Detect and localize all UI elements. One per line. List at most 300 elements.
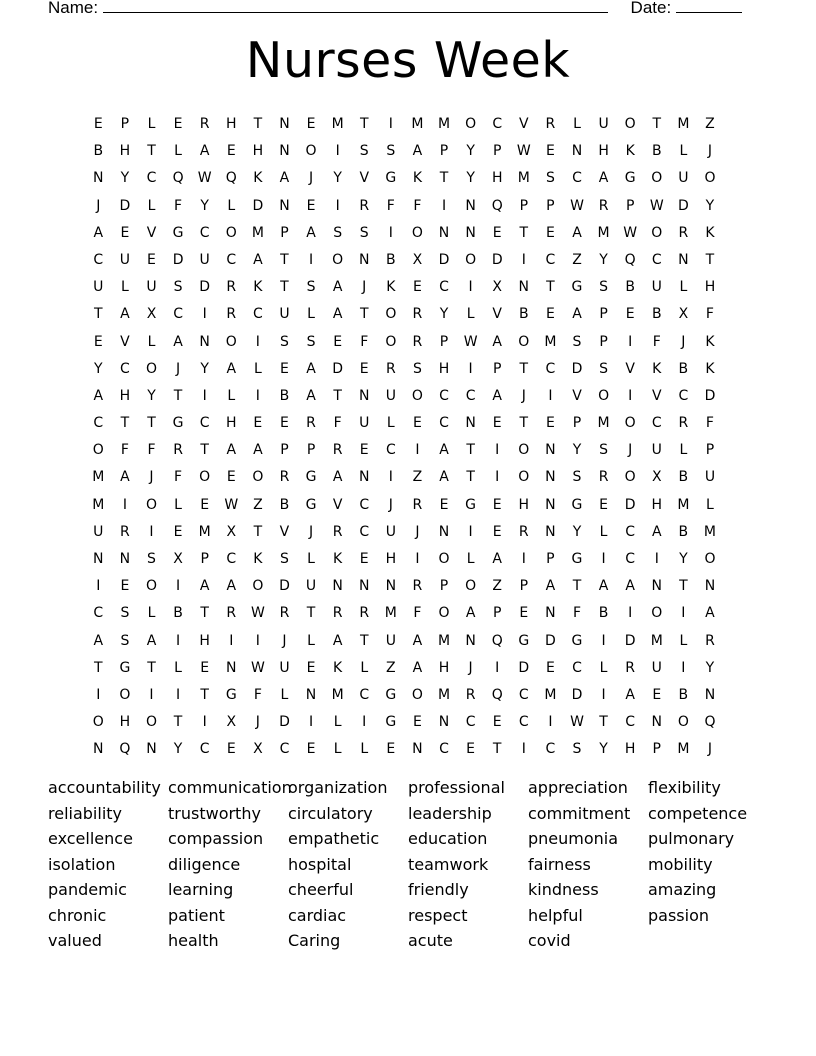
grid-letter: L [307, 551, 315, 567]
grid-letter: E [253, 415, 263, 432]
grid-letter: L [147, 116, 156, 132]
grid-letter: C [199, 415, 210, 432]
grid-letter: Q [225, 170, 237, 187]
grid-letter: A [93, 632, 104, 649]
grid-letter: A [625, 686, 635, 703]
grid-letter: S [147, 551, 156, 567]
grid-letter: K [705, 224, 715, 241]
grid-letter: G [305, 496, 317, 513]
grid-letter: L [360, 659, 369, 676]
grid-letter: I [388, 116, 393, 132]
grid-letter: G [571, 632, 583, 649]
grid-letter: R [678, 415, 689, 432]
grid-letter: A [492, 387, 502, 404]
grid-letter: H [252, 143, 264, 160]
grid-letter: T [120, 415, 130, 432]
grid-letter: X [173, 551, 183, 567]
grid-letter: R [306, 415, 316, 432]
word-list-item: health [168, 931, 219, 950]
grid-letter: P [599, 306, 608, 323]
grid-letter: E [333, 333, 343, 350]
grid-letter: D [624, 632, 636, 649]
grid-letter: O [598, 387, 610, 404]
grid-letter: A [306, 387, 316, 404]
grid-letter: M [544, 333, 557, 350]
grid-letter: S [306, 333, 316, 350]
grid-letter: E [120, 224, 130, 241]
grid-letter: B [93, 143, 104, 160]
grid-letter: C [226, 251, 237, 268]
word-list-item: cardiac [288, 905, 347, 925]
grid-letter: W [570, 714, 584, 731]
grid-letter: L [280, 686, 289, 703]
grid-letter: O [145, 360, 157, 377]
word-list-item: valued [48, 931, 102, 950]
grid-letter: V [146, 224, 157, 241]
grid-letter: I [176, 686, 181, 703]
grid-letter: F [705, 415, 714, 432]
grid-letter: C [199, 741, 210, 758]
grid-letter: E [359, 442, 369, 459]
grid-letter: N [146, 741, 157, 758]
grid-letter: O [411, 224, 423, 241]
grid-letter: A [279, 170, 290, 187]
grid-letter: A [146, 632, 157, 649]
grid-letter: C [93, 415, 104, 432]
grid-letter: F [652, 333, 661, 350]
grid-letter: J [628, 442, 633, 459]
grid-letter: T [147, 659, 156, 676]
grid-letter: G [305, 469, 317, 486]
grid-letter: K [705, 360, 715, 377]
grid-letter: R [412, 578, 423, 595]
grid-letter: A [572, 306, 582, 323]
grid-letter: O [145, 496, 157, 513]
grid-letter: L [386, 415, 395, 432]
grid-letter: O [624, 469, 636, 486]
grid-letter: T [94, 659, 103, 676]
grid-letter: E [200, 659, 210, 676]
grid-letter: N [358, 469, 370, 486]
grid-letter: K [386, 279, 396, 296]
grid-letter: P [546, 551, 555, 567]
word-list-item: pulmonary [648, 829, 735, 848]
grid-letter: S [386, 143, 396, 160]
grid-letter: G [571, 279, 583, 296]
grid-letter: L [227, 387, 236, 404]
word-list-item: cheerful [288, 880, 354, 899]
grid-letter: R [359, 197, 370, 214]
grid-letter: D [438, 251, 450, 268]
grid-letter: O [465, 578, 477, 595]
grid-letter: R [545, 116, 556, 132]
word-list-item: pandemic [48, 880, 127, 899]
grid-letter: O [518, 333, 530, 350]
grid-letter: G [571, 496, 583, 513]
grid-letter: U [279, 306, 290, 323]
grid-letter: P [306, 442, 316, 459]
word-list-item: isolation [48, 854, 116, 874]
grid-letter: S [572, 741, 582, 758]
grid-letter: Y [173, 741, 183, 758]
grid-letter: R [226, 279, 237, 296]
grid-letter: M [92, 469, 105, 486]
grid-letter: O [518, 442, 530, 459]
grid-letter: Y [439, 306, 449, 323]
grid-letter: P [492, 360, 502, 377]
grid-letter: Y [705, 197, 715, 214]
grid-letter: R [332, 523, 343, 540]
grid-letter: I [495, 442, 500, 459]
word-list-item: friendly [408, 880, 469, 899]
grid-letter: O [651, 170, 663, 187]
grid-letter: F [413, 605, 422, 622]
grid-letter: E [652, 686, 662, 703]
grid-letter: V [651, 387, 662, 404]
grid-letter: E [280, 415, 289, 432]
grid-letter: P [572, 415, 582, 432]
grid-letter: T [519, 360, 529, 377]
grid-letter: K [333, 659, 343, 676]
grid-letter: P [625, 197, 635, 214]
grid-letter: M [384, 605, 397, 622]
grid-letter: O [252, 469, 264, 486]
grid-letter: T [572, 578, 582, 595]
grid-letter: L [147, 197, 156, 214]
grid-letter: H [226, 415, 237, 432]
grid-letter: R [226, 306, 237, 323]
grid-letter: J [707, 143, 713, 160]
grid-letter: I [202, 306, 207, 323]
grid-letter: Z [492, 578, 502, 595]
grid-letter: X [146, 306, 157, 323]
grid-letter: I [628, 333, 633, 350]
grid-letter: A [332, 469, 343, 486]
grid-letter: T [200, 442, 209, 459]
grid-letter: P [519, 197, 529, 214]
grid-letter: E [492, 224, 502, 241]
grid-letter: T [173, 387, 183, 404]
grid-letter: Y [333, 170, 342, 187]
grid-letter: M [411, 116, 424, 132]
grid-letter: B [651, 306, 662, 323]
grid-letter: E [359, 360, 369, 377]
grid-letter: G [172, 224, 184, 241]
grid-letter: J [681, 333, 686, 350]
word-list-item: appreciation [528, 778, 628, 797]
grid-letter: R [705, 632, 715, 649]
grid-letter: M [517, 170, 530, 187]
grid-letter: U [651, 659, 662, 676]
grid-letter: D [624, 496, 636, 513]
grid-letter: N [545, 442, 556, 459]
grid-letter: J [149, 469, 154, 486]
grid-letter: O [225, 224, 237, 241]
grid-letter: C [545, 741, 556, 758]
grid-letter: P [120, 116, 130, 132]
grid-letter: E [545, 659, 555, 676]
grid-letter: J [388, 496, 393, 513]
grid-letter: N [93, 741, 104, 758]
grid-letter: S [359, 224, 369, 241]
grid-letter: D [545, 632, 556, 649]
grid-letter: E [412, 714, 422, 731]
grid-letter: D [279, 714, 290, 731]
grid-letter: F [147, 442, 156, 459]
grid-letter: R [385, 360, 396, 377]
grid-letter: E [306, 659, 316, 676]
word-bank [48, 778, 768, 957]
grid-letter: A [412, 143, 423, 160]
grid-letter: T [599, 714, 608, 731]
grid-letter: L [706, 496, 714, 513]
grid-letter: W [250, 659, 265, 676]
grid-letter: L [679, 279, 688, 296]
grid-letter: A [465, 605, 476, 622]
grid-letter: A [572, 224, 582, 241]
grid-letter: K [333, 551, 343, 567]
grid-letter: H [491, 170, 503, 187]
grid-letter: E [625, 306, 635, 323]
grid-letter: R [598, 197, 609, 214]
grid-letter: O [332, 251, 344, 268]
date-blank[interactable] [676, 0, 742, 13]
grid-letter: N [358, 578, 370, 595]
grid-letter: T [652, 116, 662, 132]
grid-letter: V [625, 360, 635, 377]
grid-letter: P [705, 442, 715, 459]
grid-letter: X [226, 714, 237, 731]
grid-letter: N [358, 251, 370, 268]
grid-letter: I [468, 360, 473, 377]
grid-letter: J [176, 360, 181, 377]
grid-letter: U [146, 279, 157, 296]
letter-grid [85, 114, 723, 767]
grid-letter: I [149, 686, 154, 703]
grid-letter: B [678, 469, 689, 486]
grid-letter: T [253, 523, 263, 540]
grid-letter: K [705, 333, 715, 350]
grid-letter: Y [705, 659, 715, 676]
grid-letter: X [492, 279, 502, 296]
grid-letter: E [492, 496, 502, 513]
grid-letter: T [679, 578, 688, 595]
grid-letter: D [332, 360, 344, 377]
grid-letter: B [598, 605, 609, 622]
grid-letter: I [308, 714, 314, 731]
grid-letter: O [252, 578, 264, 595]
grid-letter: I [335, 197, 340, 214]
grid-letter: N [465, 415, 476, 432]
grid-letter: F [174, 197, 183, 214]
word-list-item: patient [168, 905, 225, 925]
grid-letter: A [306, 224, 316, 241]
grid-letter: A [93, 387, 104, 404]
grid-letter: C [173, 306, 183, 323]
grid-letter: Z [412, 469, 423, 486]
grid-letter: L [466, 551, 475, 567]
grid-letter: M [251, 224, 264, 241]
grid-letter: T [466, 442, 475, 459]
grid-letter: N [545, 469, 556, 486]
grid-letter: Y [200, 197, 209, 214]
grid-letter: J [707, 741, 713, 758]
grid-letter: A [199, 143, 210, 160]
grid-letter: J [468, 659, 473, 676]
grid-letter: D [199, 279, 211, 296]
word-list-item: acute [408, 931, 453, 950]
word-list-item: passion [648, 905, 710, 925]
grid-letter: I [521, 741, 526, 758]
grid-letter: I [202, 714, 207, 731]
grid-letter: H [598, 143, 609, 160]
grid-letter: N [305, 686, 317, 703]
grid-letter: J [415, 523, 420, 540]
grid-letter: G [385, 170, 397, 187]
grid-letter: S [599, 442, 609, 459]
grid-letter: W [463, 333, 478, 350]
grid-letter: Y [572, 523, 582, 540]
grid-letter: H [704, 279, 716, 296]
grid-letter: L [174, 496, 182, 513]
grid-letter: B [279, 496, 290, 513]
grid-letter: I [388, 224, 393, 241]
grid-letter: O [225, 333, 237, 350]
grid-letter: I [255, 387, 260, 404]
grid-letter: K [652, 360, 662, 377]
grid-letter: R [598, 469, 609, 486]
grid-letter: G [225, 686, 237, 703]
grid-letter: T [519, 224, 529, 241]
grid-letter: I [681, 659, 686, 676]
name-blank[interactable] [103, 0, 608, 13]
grid-letter: N [465, 632, 476, 649]
grid-letter: G [119, 659, 131, 676]
grid-letter: C [93, 251, 104, 268]
grid-letter: C [545, 251, 556, 268]
grid-letter: Z [253, 496, 263, 513]
grid-letter: E [93, 333, 103, 350]
grid-letter: I [601, 686, 606, 703]
grid-letter: V [359, 170, 370, 187]
grid-letter: C [625, 523, 636, 540]
grid-letter: B [279, 387, 290, 404]
word-list-item: circulatory [288, 803, 373, 823]
grid-letter: E [306, 741, 316, 758]
grid-letter: R [465, 686, 476, 703]
grid-letter: A [439, 469, 449, 486]
grid-letter: P [492, 143, 502, 160]
grid-letter: I [308, 251, 314, 268]
grid-letter: A [492, 333, 502, 350]
word-list-item: amazing [648, 880, 717, 899]
grid-letter: I [654, 551, 659, 567]
grid-letter: O [119, 686, 131, 703]
grid-letter: T [439, 170, 449, 187]
grid-letter: W [250, 605, 265, 622]
name-label: Name: [48, 0, 99, 17]
grid-letter: M [677, 741, 690, 758]
grid-letter: N [385, 578, 397, 595]
grid-letter: H [119, 387, 131, 404]
grid-letter: M [331, 686, 344, 703]
grid-letter: T [147, 415, 156, 432]
grid-letter: A [120, 469, 130, 486]
grid-letter: E [147, 251, 156, 268]
grid-letter: X [651, 469, 662, 486]
grid-letter: L [253, 360, 262, 377]
grid-letter: E [386, 741, 396, 758]
grid-letter: A [332, 632, 343, 649]
grid-letter: M [703, 523, 716, 540]
grid-letter: O [624, 415, 636, 432]
grid-letter: A [412, 659, 423, 676]
grid-letter: C [439, 279, 449, 296]
grid-letter: G [571, 551, 583, 567]
grid-letter: K [412, 170, 423, 187]
grid-letter: I [362, 714, 367, 731]
grid-letter: N [226, 659, 237, 676]
grid-letter: N [279, 143, 290, 160]
grid-letter: A [93, 224, 104, 241]
word-list-item: hospital [288, 854, 352, 874]
grid-letter: O [305, 143, 317, 160]
grid-letter: O [438, 551, 450, 567]
word-list-item: helpful [528, 905, 583, 925]
grid-letter: N [119, 551, 131, 567]
word-list-item: teamwork [408, 854, 489, 874]
grid-letter: I [628, 387, 633, 404]
grid-letter: S [120, 605, 130, 622]
grid-letter: W [224, 496, 239, 513]
grid-letter: Q [491, 686, 503, 703]
word-list-item: communication [168, 778, 292, 797]
grid-letter: R [359, 605, 370, 622]
grid-letter: G [385, 686, 397, 703]
grid-letter: S [280, 551, 289, 567]
grid-letter: T [492, 741, 502, 758]
grid-letter: A [173, 333, 183, 350]
grid-letter: J [282, 632, 287, 649]
grid-letter: I [255, 333, 260, 350]
grid-letter: C [545, 360, 556, 377]
grid-letter: E [519, 605, 529, 622]
grid-letter: F [705, 306, 714, 323]
grid-letter: B [651, 143, 662, 160]
grid-letter: L [679, 143, 688, 160]
grid-letter: K [253, 170, 263, 187]
grid-letter: T [705, 251, 715, 268]
grid-letter: R [678, 224, 689, 241]
grid-letter: R [226, 605, 237, 622]
grid-letter: L [679, 442, 688, 459]
grid-letter: J [96, 197, 101, 214]
grid-letter: L [307, 632, 315, 649]
grid-letter: G [385, 714, 397, 731]
grid-letter: E [599, 496, 608, 513]
grid-letter: I [96, 578, 101, 595]
grid-letter: Y [572, 442, 582, 459]
grid-letter: I [441, 197, 447, 214]
word-list-item: flexibility [648, 778, 721, 797]
grid-letter: Q [491, 632, 503, 649]
grid-letter: K [253, 551, 263, 567]
grid-letter: I [495, 469, 500, 486]
grid-letter: T [546, 279, 555, 296]
grid-letter: P [280, 224, 289, 241]
grid-letter: M [331, 116, 344, 132]
grid-letter: L [333, 741, 342, 758]
